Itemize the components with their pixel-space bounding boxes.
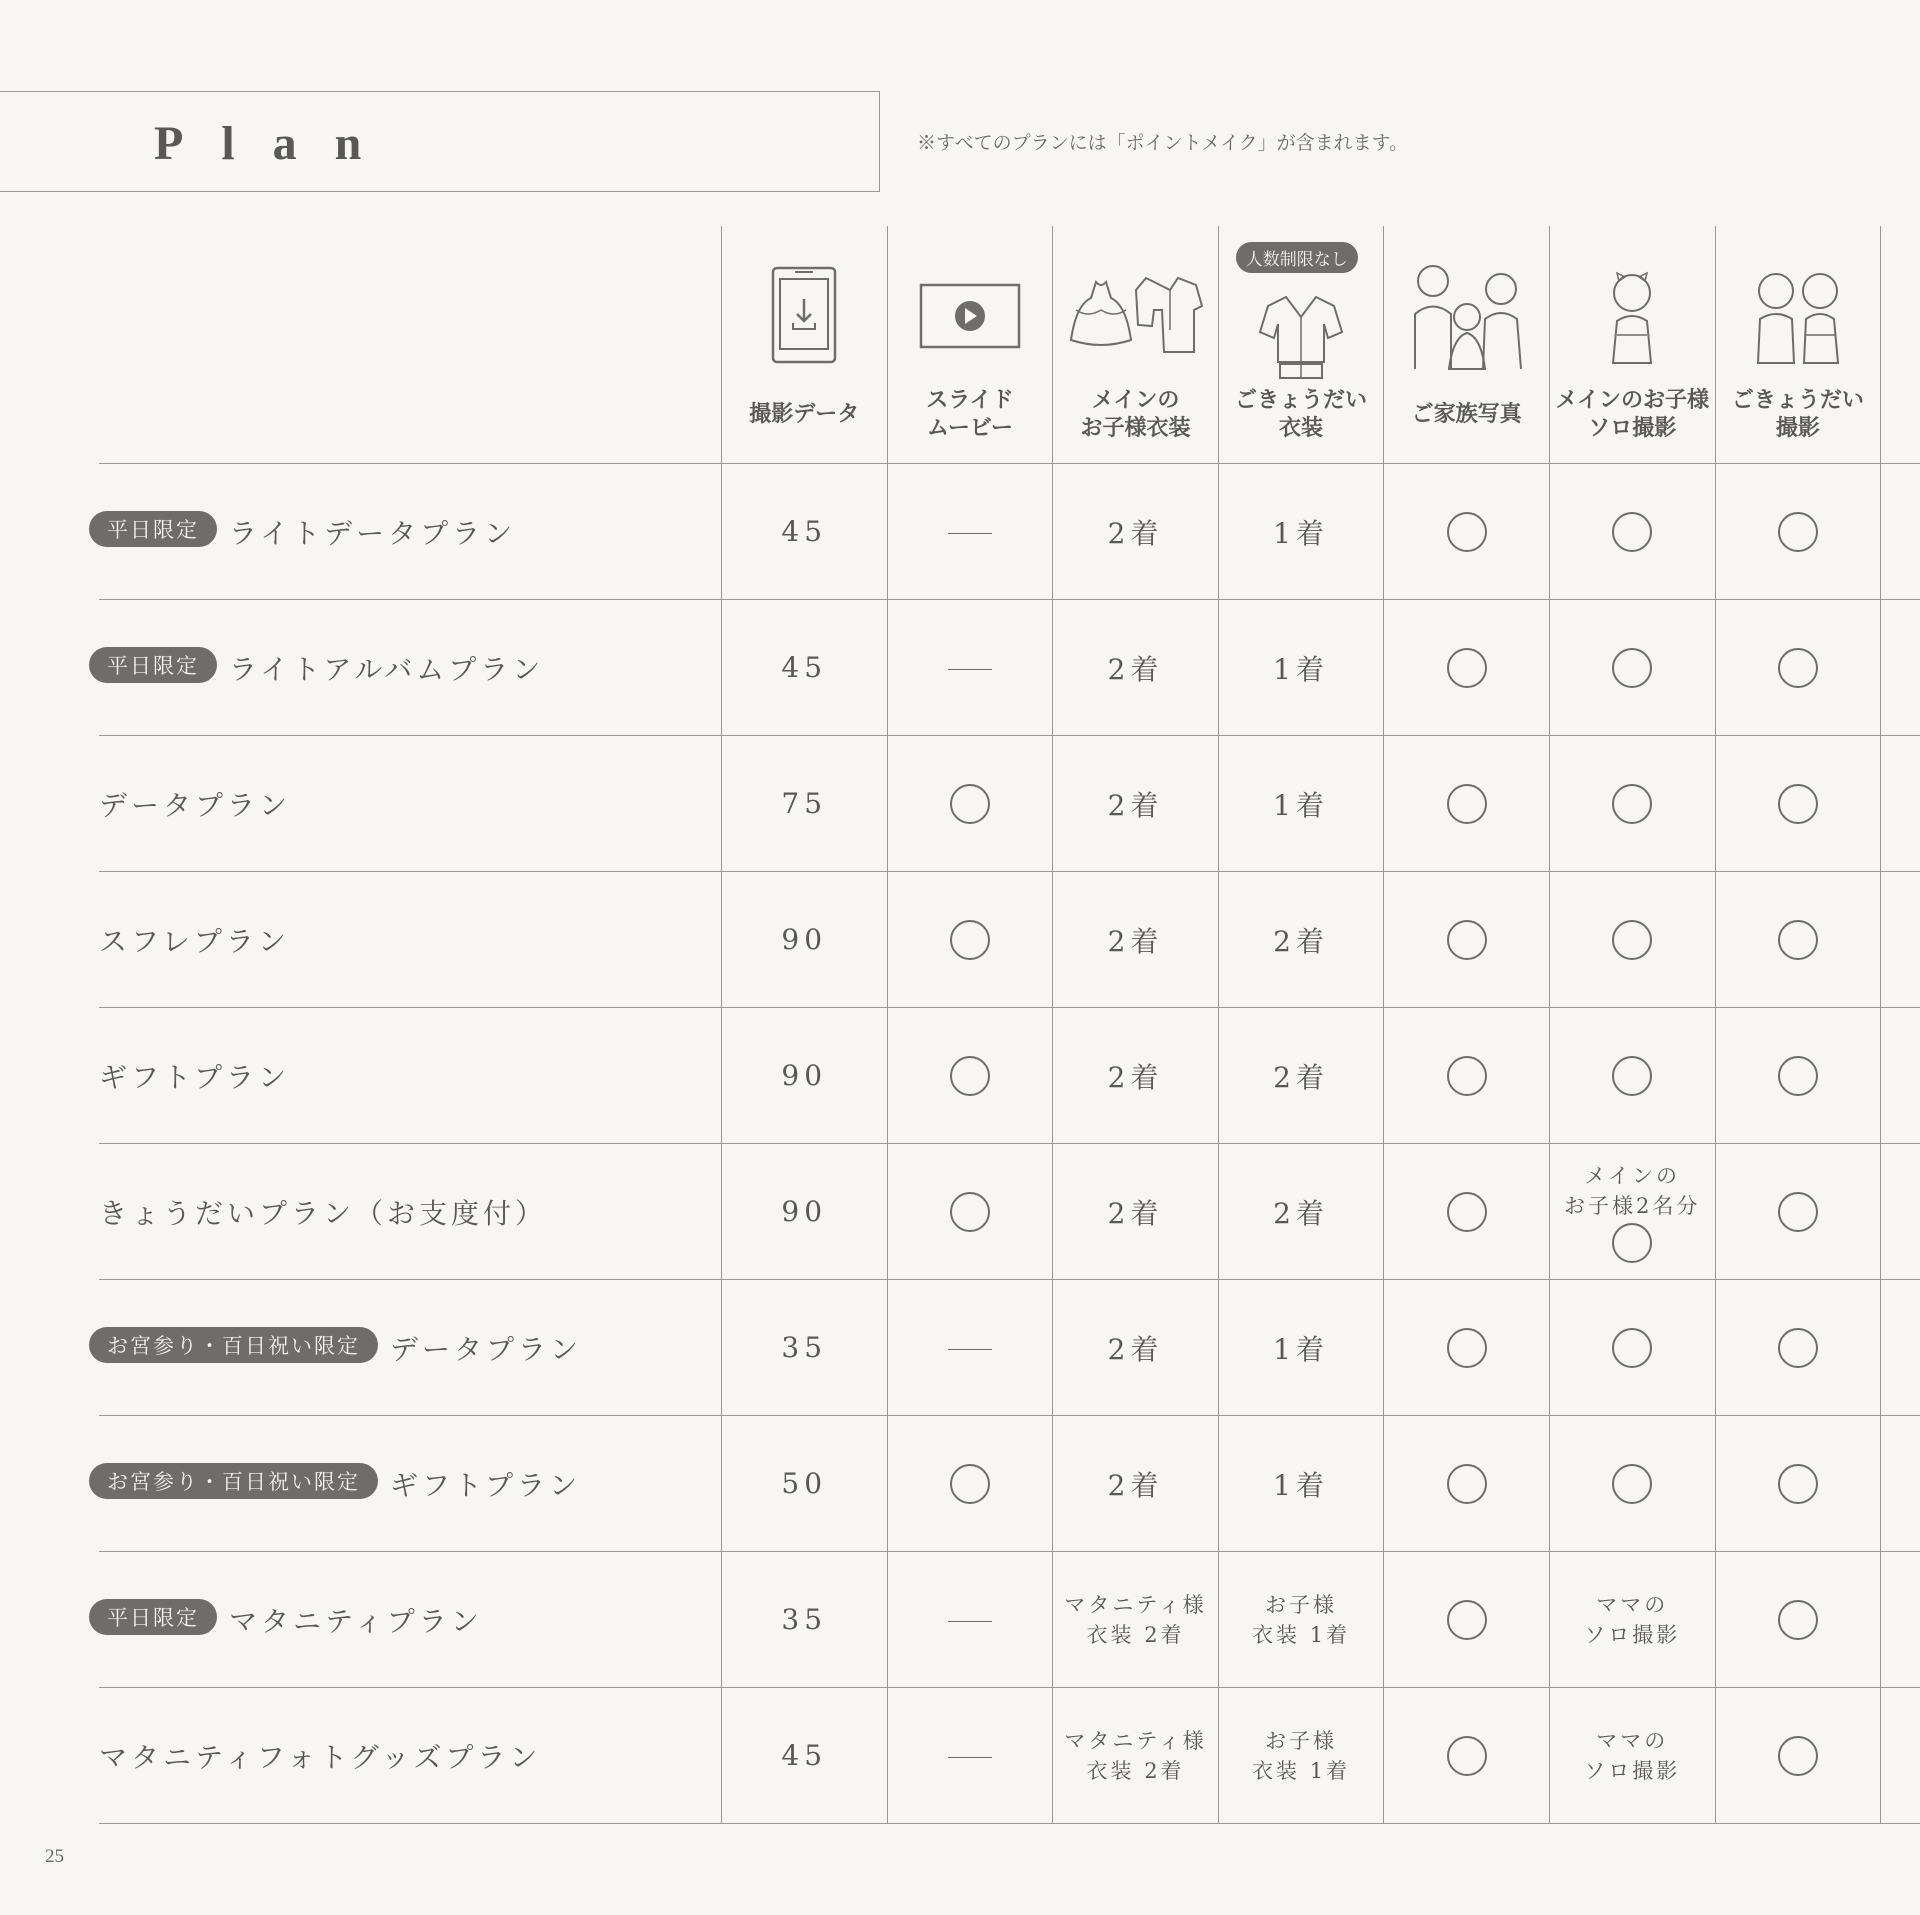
included-circle-mark [1778, 648, 1818, 688]
cell-value: 45 [781, 651, 828, 684]
plan-badge: 平日限定 [89, 647, 217, 683]
cell-text: マタニティ様 衣装 2着 [1064, 1728, 1207, 1783]
cell-phone-download [721, 464, 887, 600]
included-circle-mark [1612, 1223, 1652, 1263]
included-circle-mark [1778, 512, 1818, 552]
table-row [99, 1416, 1920, 1552]
page-title: Plan [154, 117, 400, 170]
plan-name: ライトデータプラン [229, 516, 517, 550]
cell-girl [1549, 736, 1715, 872]
cell-video-play [887, 736, 1053, 872]
cell-value: 1着 [1273, 1468, 1329, 1502]
cell-value: 2着 [1273, 1196, 1329, 1230]
cell-text: ママの ソロ撮影 [1584, 1592, 1681, 1647]
included-circle-mark [1612, 920, 1652, 960]
cell-siblings [1715, 1416, 1881, 1552]
cell-value: 1着 [1273, 1332, 1329, 1366]
column-header-label: スライド ムービー [926, 387, 1014, 441]
cell-family [1384, 1008, 1550, 1144]
cell-overflow [1881, 1688, 1920, 1824]
cell-dress-and-suit [1053, 1280, 1219, 1416]
cell-value: 1着 [1273, 788, 1329, 822]
cell-suit [1218, 464, 1384, 600]
not-included-dash [948, 1757, 992, 1758]
included-circle-mark [950, 1192, 990, 1232]
cell-video-play [887, 1688, 1053, 1824]
included-circle-mark [1447, 1464, 1487, 1504]
cell-phone-download [721, 1144, 887, 1280]
cell-girl [1549, 1552, 1715, 1688]
title-box [0, 91, 880, 192]
cell-dress-and-suit [1053, 1144, 1219, 1280]
cell-dress-and-suit [1053, 872, 1219, 1008]
cell-value: 2着 [1107, 516, 1164, 550]
table-row [99, 872, 1920, 1008]
cell-value: 35 [781, 1603, 828, 1636]
cell-phone-download [721, 1416, 887, 1552]
table-row [99, 1280, 1920, 1416]
plan-name: マタニティフォトグッズプラン [99, 1740, 542, 1774]
cell-siblings [1715, 464, 1881, 600]
cell-family [1384, 600, 1550, 736]
column-header-4 [1218, 226, 1384, 464]
table-row [99, 1552, 1920, 1688]
cell-text: お子様 衣装 1着 [1252, 1592, 1351, 1647]
siblings-icon [1716, 260, 1881, 370]
page-number: 25 [45, 1846, 64, 1867]
cell-suit [1218, 1688, 1384, 1824]
column-header-2 [887, 226, 1053, 464]
plan-name: きょうだいプラン（お支度付） [99, 1196, 548, 1230]
table-header-row [99, 226, 1920, 464]
cell-value: 35 [781, 1331, 828, 1364]
plan-badge: 平日限定 [89, 511, 217, 547]
included-circle-mark [1447, 648, 1487, 688]
column-header-label: ごきょうだい 衣装 [1235, 387, 1368, 441]
included-circle-mark [1612, 1328, 1652, 1368]
plan-name-cell [99, 1280, 721, 1416]
column-header-label: ごきょうだい 撮影 [1731, 387, 1864, 441]
included-circle-mark [1612, 1464, 1652, 1504]
cell-phone-download [721, 736, 887, 872]
not-included-dash [948, 669, 992, 670]
included-circle-mark [1778, 1464, 1818, 1504]
cell-siblings [1715, 600, 1881, 736]
table-row [99, 1144, 1920, 1280]
cell-family [1384, 1552, 1550, 1688]
plan-name-cell [99, 1008, 721, 1144]
cell-siblings [1715, 1552, 1881, 1688]
cell-girl [1549, 1416, 1715, 1552]
cell-value: 2着 [1107, 1332, 1164, 1366]
column-header-label: 撮影データ [749, 401, 860, 427]
cell-suit [1218, 1416, 1384, 1552]
plan-name: マタニティプラン [229, 1604, 483, 1638]
included-circle-mark [1612, 512, 1652, 552]
not-included-dash [948, 1349, 992, 1350]
cell-girl [1549, 1688, 1715, 1824]
column-header-7 [1715, 226, 1881, 464]
plan-name-cell [99, 872, 721, 1008]
cell-video-play [887, 872, 1053, 1008]
cell-family [1384, 464, 1550, 600]
cell-overflow [1881, 1144, 1920, 1280]
cell-value: 2着 [1107, 924, 1164, 958]
included-circle-mark [1778, 1192, 1818, 1232]
cell-siblings [1715, 1144, 1881, 1280]
cell-video-play [887, 1008, 1053, 1144]
cell-value: 90 [781, 923, 828, 956]
cell-family [1384, 872, 1550, 1008]
included-circle-mark [950, 920, 990, 960]
included-circle-mark [1778, 1736, 1818, 1776]
cell-video-play [887, 464, 1053, 600]
cell-video-play [887, 1144, 1053, 1280]
plan-name: ギフトプラン [99, 1060, 291, 1094]
cell-siblings [1715, 872, 1881, 1008]
cell-text: お子様 衣装 1着 [1252, 1728, 1351, 1783]
cell-family [1384, 736, 1550, 872]
cell-value: 2着 [1273, 1060, 1329, 1094]
plan-name-cell [99, 600, 721, 736]
included-circle-mark [1447, 1328, 1487, 1368]
cell-family [1384, 1688, 1550, 1824]
plan-name-cell [99, 1552, 721, 1688]
cell-video-play [887, 1416, 1053, 1552]
cell-dress-and-suit [1053, 1552, 1219, 1688]
included-circle-mark [1447, 1192, 1487, 1232]
cell-overflow [1881, 1008, 1920, 1144]
cell-dress-and-suit [1053, 1688, 1219, 1824]
cell-family [1384, 1416, 1550, 1552]
cell-value: 2着 [1273, 924, 1329, 958]
cell-phone-download [721, 1280, 887, 1416]
cell-value: 1着 [1273, 652, 1329, 686]
cell-phone-download [721, 1688, 887, 1824]
plan-badge: お宮参り・百日祝い限定 [89, 1463, 378, 1499]
cell-girl [1549, 1280, 1715, 1416]
plan-table [99, 226, 1920, 1824]
cell-dress-and-suit [1053, 736, 1219, 872]
cell-suit [1218, 872, 1384, 1008]
cell-girl [1549, 1008, 1715, 1144]
cell-value: 2着 [1107, 788, 1164, 822]
plan-name: スフレプラン [99, 924, 290, 958]
cell-overflow [1881, 872, 1920, 1008]
included-circle-mark [1612, 784, 1652, 824]
cell-suit [1218, 736, 1384, 872]
note-text: ※すべてのプランには「ポイントメイク」が含まれます。 [917, 132, 1409, 154]
cell-siblings [1715, 736, 1881, 872]
cell-suit [1218, 1280, 1384, 1416]
cell-suit [1218, 600, 1384, 736]
included-circle-mark [1778, 1056, 1818, 1096]
plan-badge: お宮参り・百日祝い限定 [89, 1327, 378, 1363]
column-header-label: メインの お子様衣装 [1080, 387, 1191, 441]
plan-name-cell [99, 1144, 721, 1280]
included-circle-mark [1447, 1056, 1487, 1096]
cell-suit [1218, 1144, 1384, 1280]
cell-dress-and-suit [1053, 1416, 1219, 1552]
cell-value: 50 [781, 1467, 828, 1500]
column-header-label: ご家族写真 [1411, 401, 1522, 427]
cell-value: 45 [781, 515, 828, 548]
cell-phone-download [721, 600, 887, 736]
cell-girl [1549, 1144, 1715, 1280]
column-header-label: メインのお子様 ソロ撮影 [1555, 387, 1710, 441]
plan-name-cell [99, 1416, 721, 1552]
cell-note: メインの お子様2名分 [1564, 1163, 1701, 1218]
girl-icon [1550, 260, 1715, 370]
cell-stack [1550, 1161, 1715, 1263]
phone-download-icon [722, 260, 887, 370]
cell-girl [1549, 600, 1715, 736]
video-play-icon [888, 260, 1053, 370]
cell-suit [1218, 1552, 1384, 1688]
cell-girl [1549, 872, 1715, 1008]
cell-value: 2着 [1107, 652, 1164, 686]
cell-value: 1着 [1273, 516, 1329, 550]
included-circle-mark [1612, 648, 1652, 688]
column-header-5 [1384, 226, 1550, 464]
cell-video-play [887, 1280, 1053, 1416]
cell-text: マタニティ様 衣装 2着 [1064, 1592, 1207, 1647]
plan-badge: 平日限定 [89, 1599, 217, 1635]
cell-family [1384, 1144, 1550, 1280]
header-empty-cell [99, 226, 721, 464]
plan-name: ライトアルバムプラン [229, 652, 545, 686]
suit-icon [1219, 282, 1384, 392]
column-header-3 [1053, 226, 1219, 464]
included-circle-mark [950, 1056, 990, 1096]
cell-phone-download [721, 1008, 887, 1144]
cell-siblings [1715, 1008, 1881, 1144]
cell-value: 2着 [1107, 1468, 1164, 1502]
family-icon [1384, 260, 1549, 370]
included-circle-mark [1447, 512, 1487, 552]
cell-overflow [1881, 1416, 1920, 1552]
included-circle-mark [1612, 1056, 1652, 1096]
included-circle-mark [950, 1464, 990, 1504]
cell-overflow [1881, 736, 1920, 872]
cell-family [1384, 1280, 1550, 1416]
no-limit-tag: 人数制限なし [1236, 242, 1358, 273]
column-header-1 [721, 226, 887, 464]
cell-girl [1549, 464, 1715, 600]
not-included-dash [948, 533, 992, 534]
cell-overflow [1881, 1552, 1920, 1688]
plan-name-cell [99, 736, 721, 872]
not-included-dash [948, 1621, 992, 1622]
cell-value: 90 [781, 1195, 828, 1228]
cell-value: 75 [781, 787, 828, 820]
included-circle-mark [1447, 1736, 1487, 1776]
included-circle-mark [950, 784, 990, 824]
cell-text: ママの ソロ撮影 [1584, 1728, 1681, 1783]
column-header-6 [1549, 226, 1715, 464]
cell-overflow [1881, 464, 1920, 600]
cell-dress-and-suit [1053, 464, 1219, 600]
included-circle-mark [1447, 920, 1487, 960]
table-row [99, 736, 1920, 872]
table-row [99, 1008, 1920, 1144]
included-circle-mark [1778, 920, 1818, 960]
plan-name: データプラン [390, 1332, 583, 1366]
cell-value: 2着 [1107, 1196, 1164, 1230]
table-row [99, 600, 1920, 736]
cell-dress-and-suit [1053, 1008, 1219, 1144]
cell-phone-download [721, 872, 887, 1008]
plan-name: データプラン [99, 788, 292, 822]
included-circle-mark [1447, 784, 1487, 824]
included-circle-mark [1778, 784, 1818, 824]
included-circle-mark [1447, 1600, 1487, 1640]
cell-video-play [887, 600, 1053, 736]
cell-siblings [1715, 1688, 1881, 1824]
cell-suit [1218, 1008, 1384, 1144]
cell-video-play [887, 1552, 1053, 1688]
cell-value: 90 [781, 1059, 828, 1092]
cell-siblings [1715, 1280, 1881, 1416]
included-circle-mark [1778, 1328, 1818, 1368]
cell-overflow [1881, 600, 1920, 736]
cell-value: 45 [781, 1739, 828, 1772]
plan-name-cell [99, 1688, 721, 1824]
plan-name: ギフトプラン [390, 1468, 582, 1502]
cell-dress-and-suit [1053, 600, 1219, 736]
plan-name-cell [99, 464, 721, 600]
included-circle-mark [1778, 1600, 1818, 1640]
dress-and-suit-icon [1053, 260, 1218, 370]
cell-overflow [1881, 1280, 1920, 1416]
table-row [99, 1688, 1920, 1824]
cell-value: 2着 [1107, 1060, 1164, 1094]
column-header-overflow [1881, 226, 1920, 464]
table-row [99, 464, 1920, 600]
cell-phone-download [721, 1552, 887, 1688]
